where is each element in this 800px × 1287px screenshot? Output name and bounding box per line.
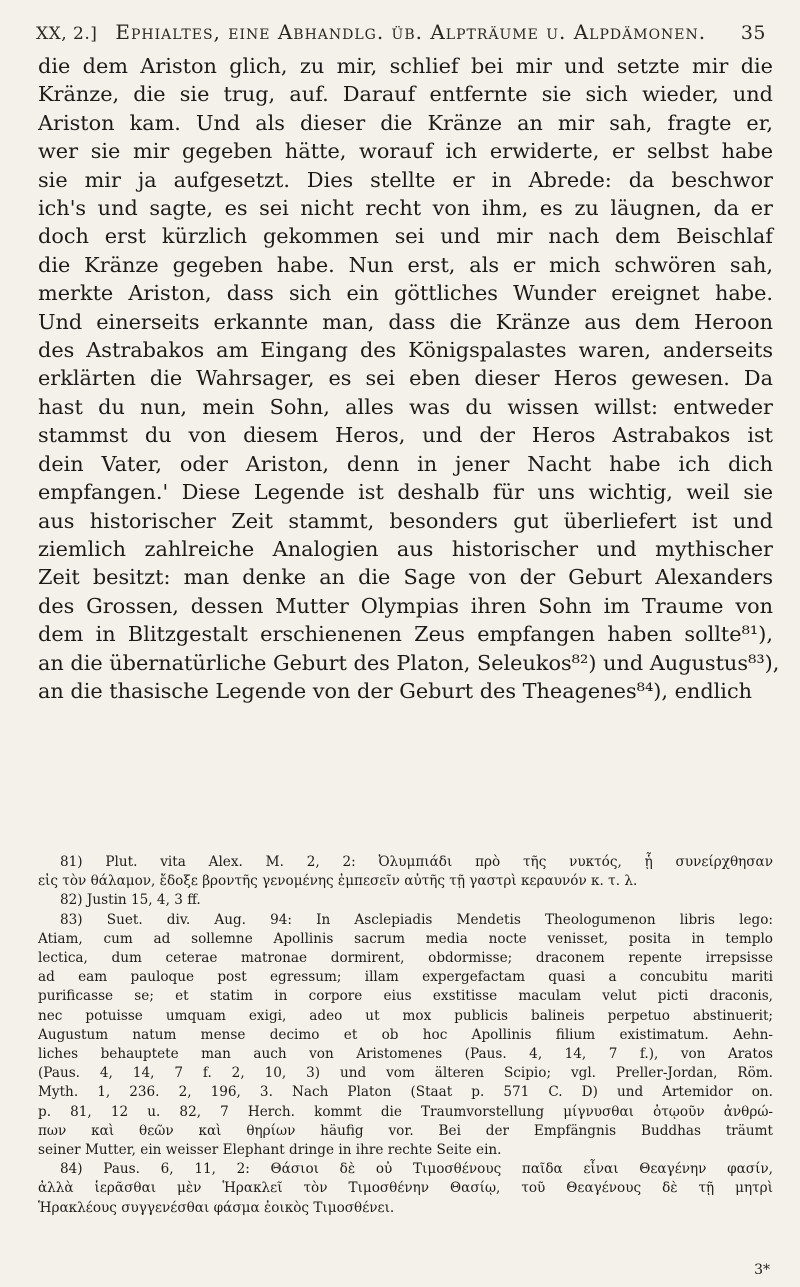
footnote-line: Atiam, cum ad sollemne Apollinis sacrum media nocte venisset, posita in templo	[38, 930, 773, 947]
footnote-line: lectica, dum ceterae matronae dormirent, obdormisse; draconem repente irrepsisse	[38, 950, 773, 967]
text-line: wer sie mir gegeben hätte, worauf ich erwiderte, er selbst habe	[38, 139, 773, 164]
text-line: dem in Blitzgestalt erschienenen Zeus empfangen haben sollte⁸¹),	[38, 622, 773, 647]
footnote-line: ad eam pauloque post egressum; illam expergefactam quasi a concubitu mariti	[38, 969, 773, 986]
footnote-line: Ἡρακλέους συγγενέσθαι φάσμα ἐοικὸς Τιμοσθένει.	[38, 1199, 395, 1216]
text-line: an die thasische Legende von der Geburt des Theagenes⁸⁴), endlich	[38, 678, 752, 703]
text-line: Kränze, die sie trug, auf. Darauf entfernte sie sich wieder, und	[38, 82, 773, 107]
text-line: ich's und sagte, es sei nicht recht von ihm, es zu läugnen, da er	[38, 196, 773, 221]
text-line: erklärten die Wahrsager, es sei eben dieser Heros gewesen. Da	[38, 366, 773, 391]
text-line: Und einerseits erkannte man, dass die Kränze aus dem Heroon	[38, 309, 773, 334]
text-line: des Grossen, dessen Mutter Olympias ihren Sohn im Traume von	[38, 593, 773, 618]
footnote-83: 83) Suet. div. Aug. 94: In Asclepiadis Mendetis Theologumenon libris lego:	[60, 911, 773, 928]
page-number: 35	[740, 22, 766, 44]
text-line: hast du nun, mein Sohn, alles was du wissen willst: entweder	[38, 394, 773, 419]
text-line: ziemlich zahlreiche Analogien aus historischer und mythischer	[38, 536, 773, 561]
text-line: stammst du von diesem Heros, und der Heros Astrabakos ist	[38, 423, 773, 448]
text-line: Zeit besitzt: man denke an die Sage von der Geburt Alexanders	[38, 565, 773, 590]
footnote-line: Myth. 1, 236. 2, 196, 3. Nach Platon (Staat p. 571 C. D) und Artemidor on.	[38, 1084, 773, 1101]
text-line: doch erst kürzlich gekommen sei und mir nach dem Beischlaf	[38, 224, 773, 249]
footnote-84: 84) Paus. 6, 11, 2: Θάσιοι δὲ οὐ Τιμοσθένους παῖδα εἶναι Θεαγένην φασίν,	[60, 1161, 773, 1178]
footnote-82: 82) Justin 15, 4, 3 ff.	[60, 892, 201, 909]
footnote-line: purificasse se; et statim in corpore eius exstitisse maculam velut picti draconis,	[38, 988, 773, 1005]
text-line: sie mir ja aufgesetzt. Dies stellte er in Abrede: da beschwor	[38, 167, 773, 192]
text-line: dein Vater, oder Ariston, denn in jener Nacht habe ich dich	[38, 451, 773, 476]
text-line: des Astrabakos am Eingang des Königspalastes waren, anderseits	[38, 338, 773, 363]
footnote-81: 81) Plut. vita Alex. M. 2, 2: Ὀλυμπιάδι πρὸ τῆς νυκτός, ᾗ συνείρχθησαν	[60, 854, 773, 870]
text-line: empfangen.' Diese Legende ist deshalb für uns wichtig, weil sie	[38, 480, 773, 505]
footnote-line: (Paus. 4, 14, 7 f. 2, 10, 3) und vom älteren Scipio; vgl. Preller-Jordan, Röm.	[38, 1065, 773, 1082]
running-title: Ephialtes, eine Abhandlg. üb. Alpträume u. Alpdämonen.	[115, 20, 707, 44]
footnote-line: εἰς τὸν θάλαμον, ἔδοξε βροντῆς γενομένης ἐμπεσεῖν αὐτῆς τῇ γαστρὶ κεραυνόν κ. τ. λ.	[38, 873, 638, 890]
text-line: merkte Ariston, dass sich ein göttliches Wunder ereignet habe.	[38, 281, 773, 306]
main-text	[38, 52, 780, 705]
footnote-line: nec potuisse umquam exigi, adeo ut mox publicis balineis perpetuo abstinuerit;	[38, 1007, 773, 1024]
running-header	[36, 20, 766, 44]
footnote-line: liches behauptete man auch von Aristomenes (Paus. 4, 14, 7 f.), von Aratos	[38, 1046, 773, 1063]
text-line: an die übernatürliche Geburt des Platon, Seleukos⁸²) und Augustus⁸³),	[38, 650, 780, 675]
footnote-line: Augustum natum mense decimo et ob hoc Apollinis filium existimatum. Aehn-	[38, 1026, 773, 1043]
footnotes	[38, 853, 773, 1218]
footnote-line: πων καὶ θεῶν καὶ θηρίων häufig vor. Bei der Empfängnis Buddhas träumt	[38, 1122, 773, 1139]
text-line: die dem Ariston glich, zu mir, schlief bei mir und setzte mir die	[38, 54, 773, 78]
text-line: aus historischer Zeit stammt, besonders gut überliefert ist und	[38, 508, 773, 533]
footnote-line: p. 81, 12 u. 82, 7 Herch. kommt die Traumvorstellung μίγνυσθαι ὁτῳοῦν ἀνθρώ-	[38, 1103, 773, 1120]
signature-mark: 3*	[754, 1262, 770, 1278]
text-line: Ariston kam. Und als dieser die Kränze an mir sah, fragte er,	[38, 110, 773, 135]
text-line: die Kränze gegeben habe. Nun erst, als er mich schwören sah,	[38, 252, 773, 277]
section-marker: XX, 2.]	[36, 24, 98, 44]
footnote-line: seiner Mutter, ein weisser Elephant dringe in ihre rechte Seite ein.	[38, 1142, 502, 1159]
footnote-line: ἀλλὰ ἱερᾶσθαι μὲν Ἡρακλεῖ τὸν Τιμοσθένην Θασίῳ, τοῦ Θεαγένους δὲ τῇ μητρὶ	[38, 1180, 773, 1197]
